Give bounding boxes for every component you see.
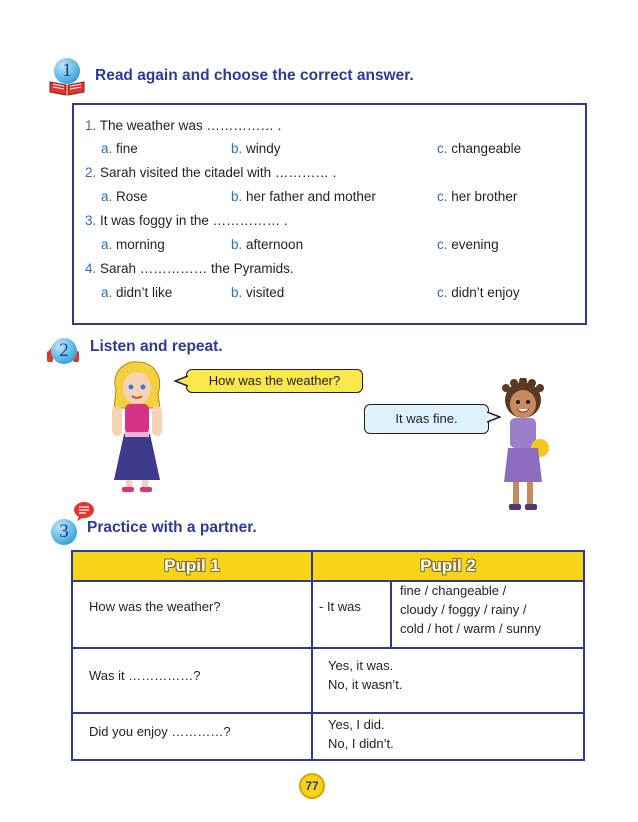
table-divider: [390, 580, 392, 647]
table-divider: [311, 552, 313, 759]
question-1: 1. The weather was …………… .: [85, 118, 282, 133]
row3-answer-no: No, I didn’t.: [328, 736, 394, 751]
girl-blonde-illustration: [108, 360, 166, 492]
row1-option-line: cold / hot / warm / sunny: [400, 621, 541, 636]
q4-option-a[interactable]: a. didn’t like: [101, 285, 173, 300]
table-divider: [73, 647, 583, 649]
q3-option-b[interactable]: b. afternoon: [231, 237, 304, 252]
practice-table: [71, 550, 585, 761]
question-2: 2. Sarah visited the citadel with ………… .: [85, 165, 337, 180]
row1-question: How was the weather?: [89, 599, 221, 614]
q2-option-c[interactable]: c. her brother: [437, 189, 518, 204]
q4-option-b[interactable]: b. visited: [231, 285, 285, 300]
row1-it-was: - It was: [319, 599, 361, 614]
speech-bubble-question: How was the weather?: [186, 369, 363, 393]
row1-option-line: fine / changeable /: [400, 583, 507, 598]
section1-number: 1: [54, 58, 80, 84]
section1-title: Read again and choose the correct answer.: [95, 67, 414, 84]
section2-number: 2: [51, 338, 77, 364]
question-3: 3. It was foggy in the …………… .: [85, 213, 288, 228]
header-pupil1: Pupil 1: [73, 552, 311, 580]
row1-option-line: cloudy / foggy / rainy /: [400, 602, 527, 617]
section3-number: 3: [51, 519, 77, 545]
row3-answer-yes: Yes, I did.: [328, 717, 385, 732]
q1-option-a[interactable]: a. fine: [101, 141, 138, 156]
section3-title: Practice with a partner.: [87, 519, 257, 536]
table-divider: [73, 712, 583, 714]
row2-question: Was it ……………?: [89, 668, 201, 683]
table-divider: [73, 580, 583, 582]
girl-curly-illustration: [494, 378, 552, 512]
q1-option-b[interactable]: b. windy: [231, 141, 281, 156]
row2-answer-no: No, it wasn’t.: [328, 677, 403, 692]
q4-option-c[interactable]: c. didn’t enjoy: [437, 285, 520, 300]
bubble1-tail: [174, 375, 188, 387]
q3-option-a[interactable]: a. morning: [101, 237, 165, 252]
q2-option-a[interactable]: a. Rose: [101, 189, 148, 204]
row2-answer-yes: Yes, it was.: [328, 658, 394, 673]
chat-icon: [73, 501, 95, 521]
q3-option-c[interactable]: c. evening: [437, 237, 499, 252]
row3-question: Did you enjoy …………?: [89, 724, 231, 739]
book-icon: [49, 80, 85, 96]
speech-bubble-answer: It was fine.: [364, 404, 489, 434]
q1-option-c[interactable]: c. changeable: [437, 141, 522, 156]
question-4: 4. Sarah …………… the Pyramids.: [85, 261, 294, 276]
q2-option-b[interactable]: b. her father and mother: [231, 189, 376, 204]
section2-title: Listen and repeat.: [90, 338, 223, 355]
page-number: 77: [299, 773, 325, 799]
header-pupil2: Pupil 2: [313, 552, 583, 580]
